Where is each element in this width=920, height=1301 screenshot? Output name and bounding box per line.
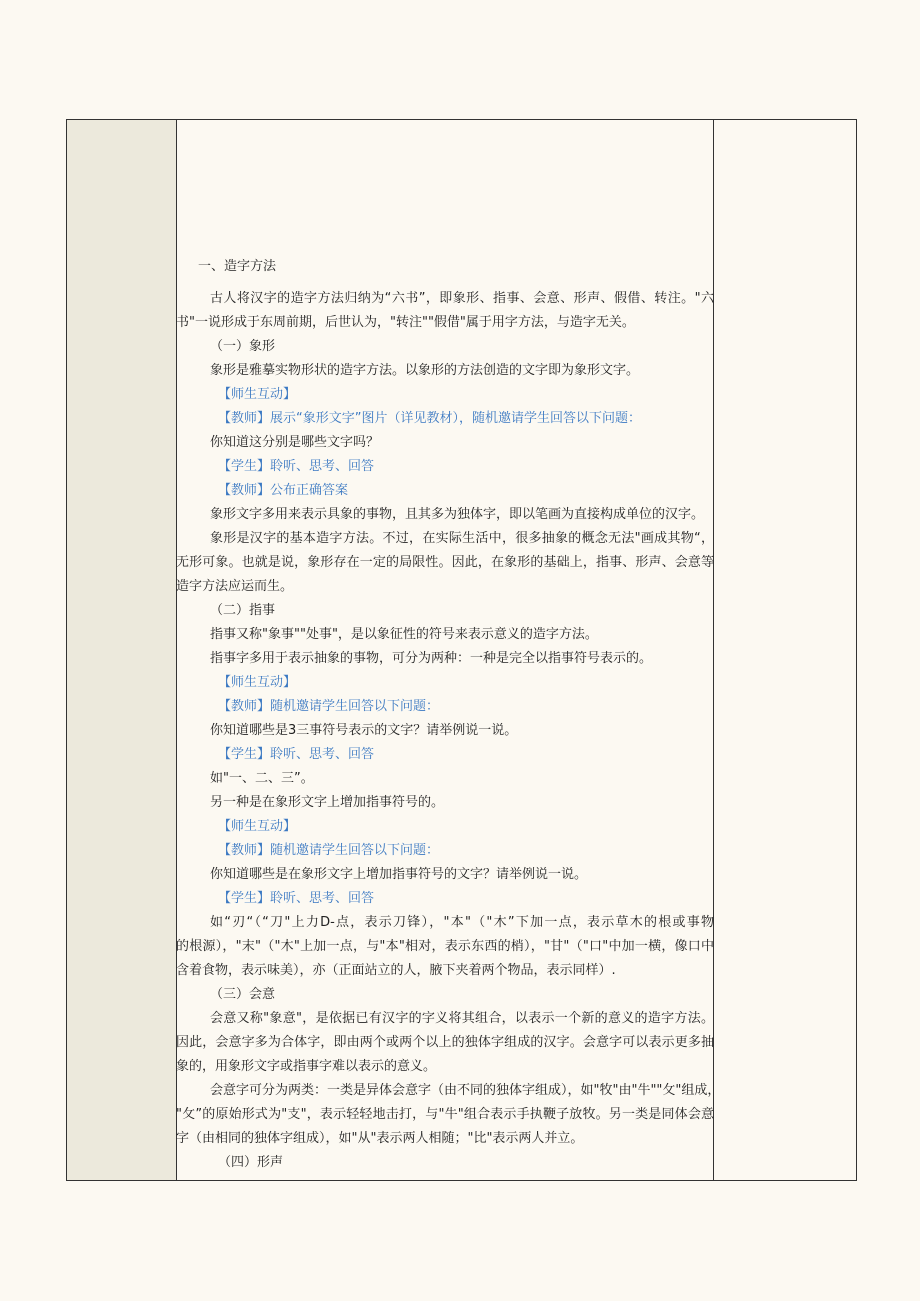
text-line: 无形可象。也就是说，象形存在一定的局限性。因此，在象形的基础上，指事、形声、会意等 (176, 555, 714, 570)
right-column (713, 120, 856, 1180)
text-line: 如"一、二、三”。 (210, 771, 314, 786)
interaction-line: 【学生】聆听、思考、回答 (218, 747, 375, 762)
interaction-line: 【学生】聆听、思考、回答 (218, 891, 375, 906)
left-column (67, 120, 177, 1180)
text-line: 造字方法应运而生。 (176, 579, 294, 594)
text-line: （三）会意 (210, 987, 276, 1002)
text-line: 象形是雅摹实物形状的造字方法。以象形的方法创造的文字即为象形文字。 (210, 363, 640, 378)
interaction-line: 【教师】随机邀请学生回答以下问题： (218, 843, 440, 858)
interaction-line: 【教师】随机邀请学生回答以下问题： (218, 699, 440, 714)
text-line: 的根源），"末"（"木"上加一点，与"本"相对，表示东西的梢），"甘"（"口"中加一横，像口中 (176, 939, 714, 954)
text-line: 含着食物，表示味美），亦（正面站立的人，腋下夹着两个物品，表示同样）. (176, 963, 616, 978)
interaction-line: 【师生互动】 (218, 387, 297, 402)
interaction-line: 【师生互动】 (218, 675, 297, 690)
interaction-line: 【教师】展示“象形文字”图片（详见教材），随机邀请学生回答以下问题： (218, 411, 641, 426)
text-line: 指事字多用于表示抽象的事物，可分为两种：一种是完全以指事符号表示的。 (210, 651, 653, 666)
interaction-line: 【学生】聆听、思考、回答 (218, 459, 375, 474)
text-line: （四）形声 (218, 1155, 284, 1170)
text-line: "攵”的原始形式为"支"，表示轻轻地击打，与"牛"组合表示手执鞭子放牧。另一类是同体会意 (176, 1107, 714, 1122)
text-line: 古人将汉字的造字方法归纳为“六书”，即象形、指事、会意、形声、假借、转注。"六 (210, 291, 714, 306)
text-line: 会意又称"象意"，是依据已有汉字的字义将其组合，以表示一个新的意义的造字方法。 (210, 1011, 714, 1026)
text-line: 象的，用象形文字或指事字难以表示的意义。 (176, 1059, 437, 1074)
text-line: 你知道哪些是在象形文字上增加指事符号的文字？请举例说一说。 (210, 867, 588, 882)
text-line: 因此，会意字多为合体字，即由两个或两个以上的独体字组成的汉字。会意字可以表示更多抽 (176, 1035, 714, 1050)
text-line: 你知道这分别是哪些文字吗？ (210, 435, 380, 450)
text-line: 书"一说形成于东周前期，后世认为，"转注""假借"属于用字方法，与造字无关。 (176, 315, 635, 330)
interaction-line: 【教师】公布正确答案 (218, 483, 349, 498)
text-line: 象形文字多用来表示具象的事物，且其多为独体字，即以笔画为直接构成单位的汉字。 (210, 507, 705, 522)
interaction-line: 【师生互动】 (218, 819, 297, 834)
text-line: （二）指事 (210, 603, 276, 618)
text-line: 指事又称"象事""处事"，是以象征性的符号来表示意义的造字方法。 (210, 627, 598, 642)
text-line: （一）象形 (210, 339, 276, 354)
text-line: 一、造字方法 (198, 259, 277, 274)
text-line: 你知道哪些是3三事符号表示的文字？请举例说一说。 (210, 723, 518, 738)
text-line: 另一种是在象形文字上增加指事符号的。 (210, 795, 445, 810)
text-line: 象形是汉字的基本造字方法。不过，在实际生活中，很多抽象的概念无法"画成其物“， (210, 531, 714, 546)
text-line: 字（由相同的独体字组成），如"从"表示两人相随；"比"表示两人并立。 (176, 1131, 584, 1146)
text-line: 会意字可分为两类：一类是异体会意字（由不同的独体字组成），如"牧"由"牛""攵"组成， (210, 1083, 721, 1098)
text-line: 如“刃“（“刀"上力D-点，表示刀锋），"本"（"木”下加一点，表示草木的根或事物 (210, 915, 714, 930)
